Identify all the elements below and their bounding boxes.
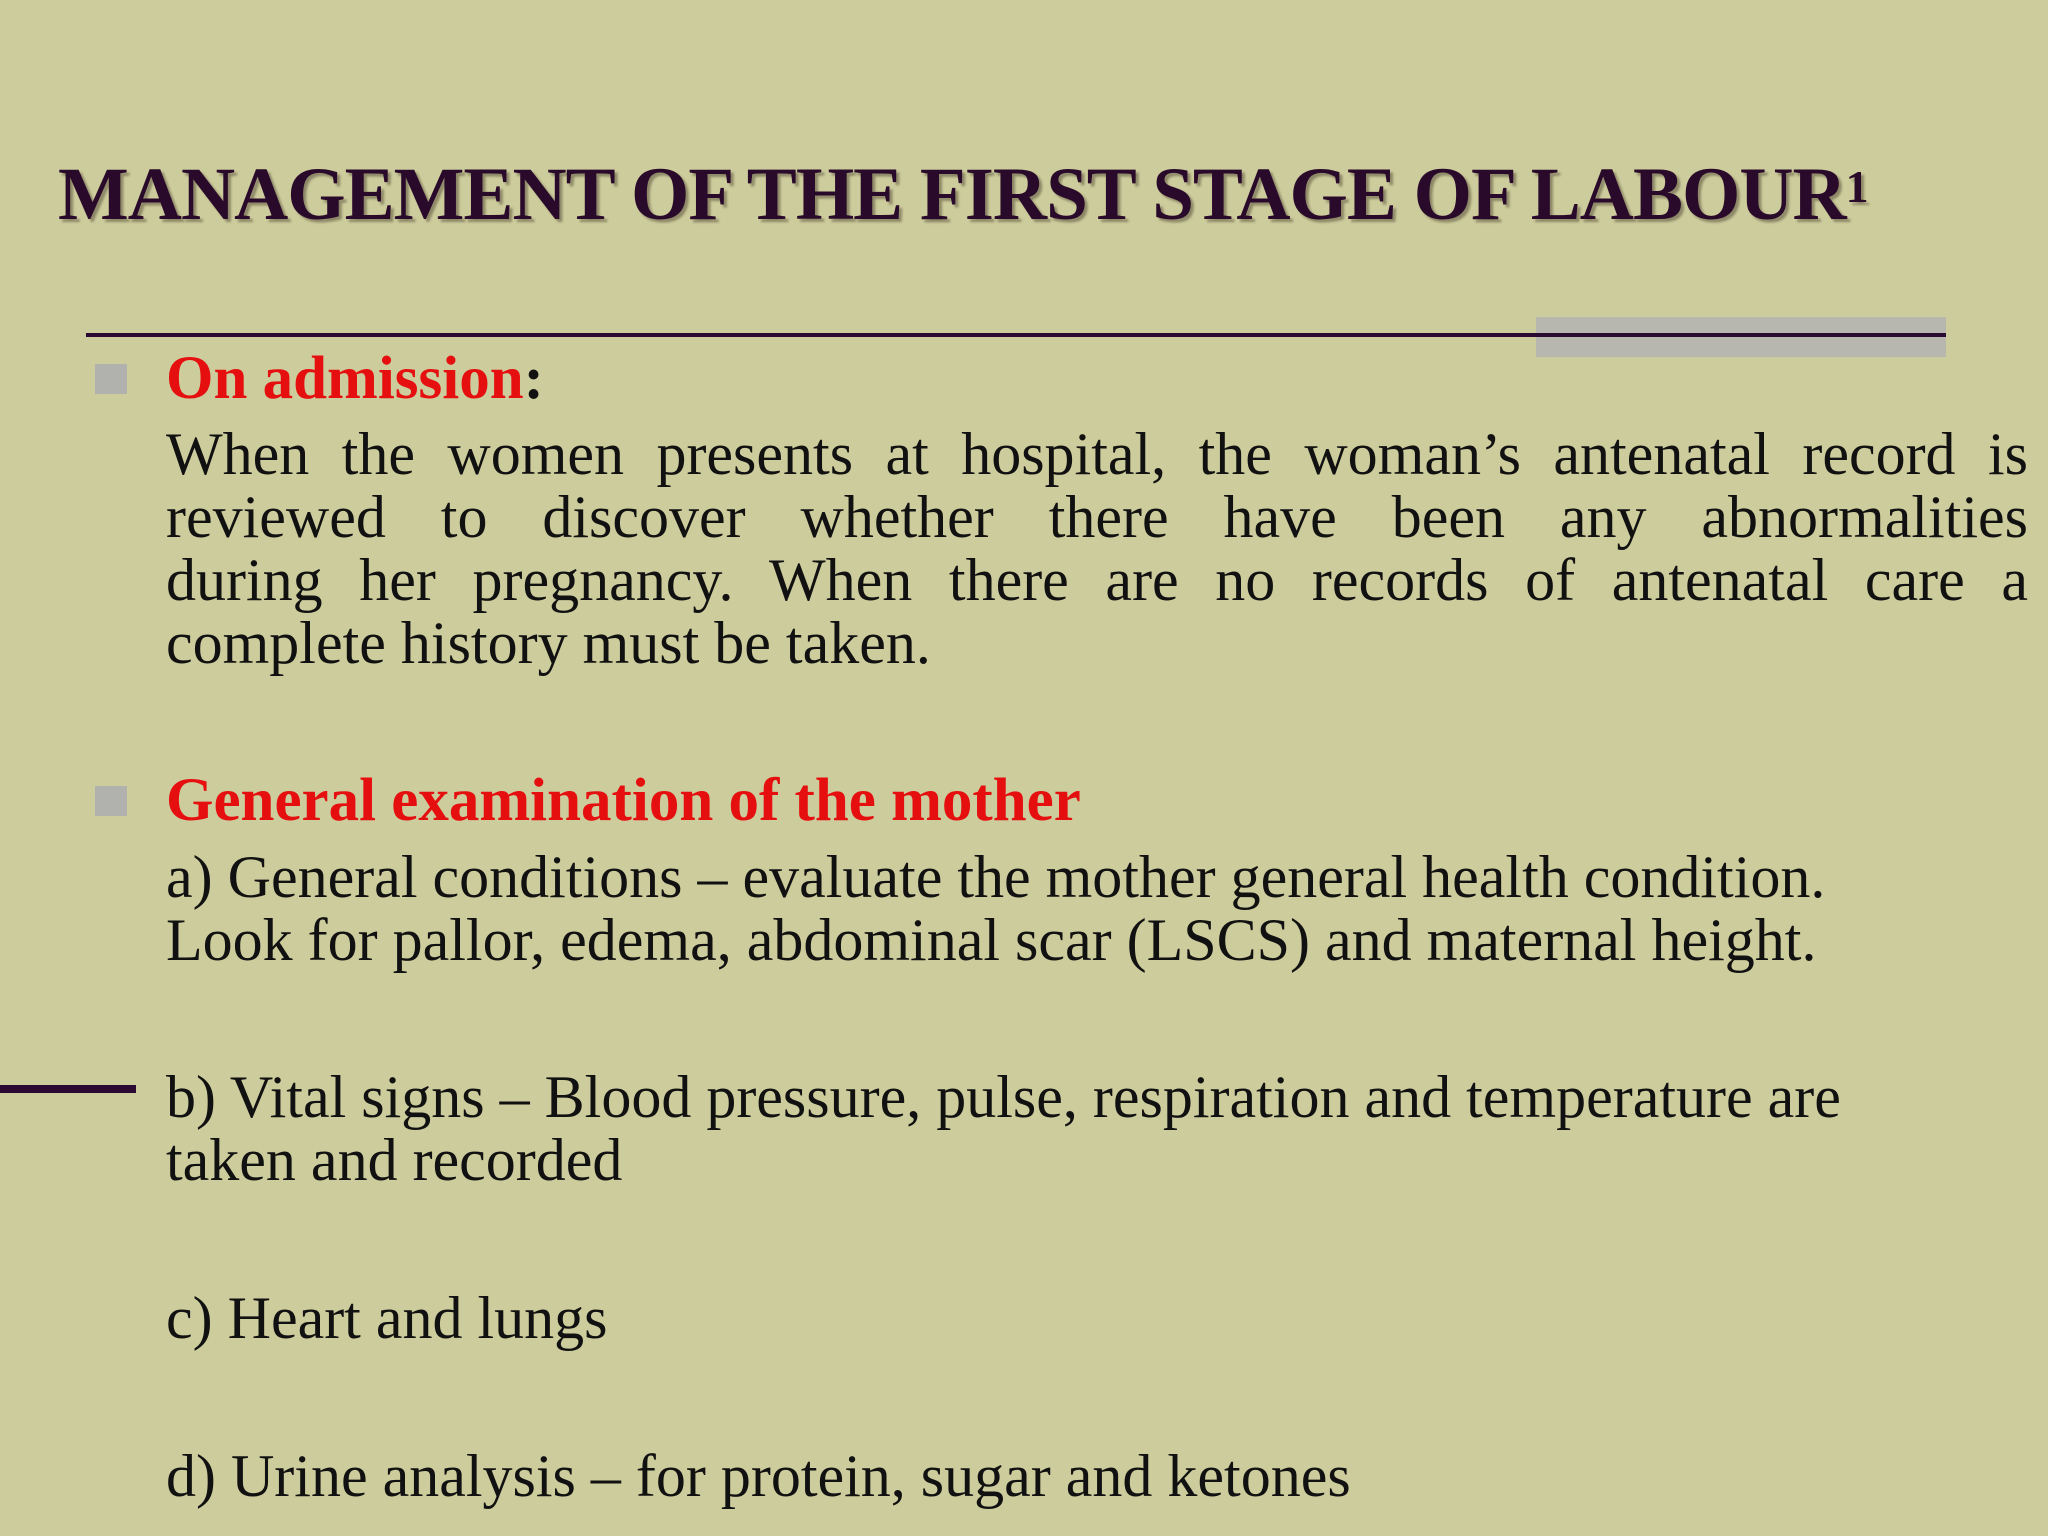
exam-item-line: Look for pallor, edema, abdominal scar (LSCS) and maternal height.: [166, 907, 1817, 973]
title-accent-bar: [1536, 317, 1946, 357]
admission-line: complete history must be taken.: [166, 610, 931, 676]
bullet-square-icon: [95, 786, 127, 816]
section-heading-general-examination: [166, 765, 1081, 837]
admission-line: during her pregnancy. When there are no records of antenatal care a: [166, 547, 2028, 613]
admission-line: reviewed to discover whether there have been any abnormalities: [166, 484, 2028, 550]
exam-item-line: taken and recorded: [166, 1127, 623, 1193]
title-divider: [86, 333, 1946, 337]
exam-item-line: d) Urine analysis – for protein, sugar and ketones: [166, 1443, 1351, 1509]
exam-item-line: b) Vital signs – Blood pressure, pulse, respiration and temperature are: [166, 1064, 1841, 1130]
exam-item-urine-analysis: [166, 1445, 2028, 1508]
heading-colon: :: [523, 345, 544, 412]
exam-item-line: c) Heart and lungs: [166, 1285, 608, 1351]
title-superscript: 1: [1845, 161, 1868, 212]
exam-item-line: a) General conditions – evaluate the mother general health condition.: [166, 844, 1826, 910]
bullet-square-icon: [95, 364, 127, 394]
admission-paragraph: [166, 423, 2028, 675]
exam-item-vital-signs: [166, 1066, 2028, 1192]
section-heading-text: On admission: [166, 345, 524, 412]
exam-item-heart-lungs: [166, 1287, 2028, 1350]
section-heading-admission: [166, 343, 544, 415]
admission-line: When the women presents at hospital, the woman’s antenatal record is: [166, 421, 2028, 487]
slide-title-text: MANAGEMENT OF THE FIRST STAGE OF LABOUR: [58, 153, 1846, 236]
section-heading-text: General examination of the mother: [166, 767, 1081, 834]
exam-item-general-conditions: [166, 846, 2028, 972]
slide-title: [58, 150, 2018, 240]
left-accent-rule: [0, 1085, 136, 1093]
